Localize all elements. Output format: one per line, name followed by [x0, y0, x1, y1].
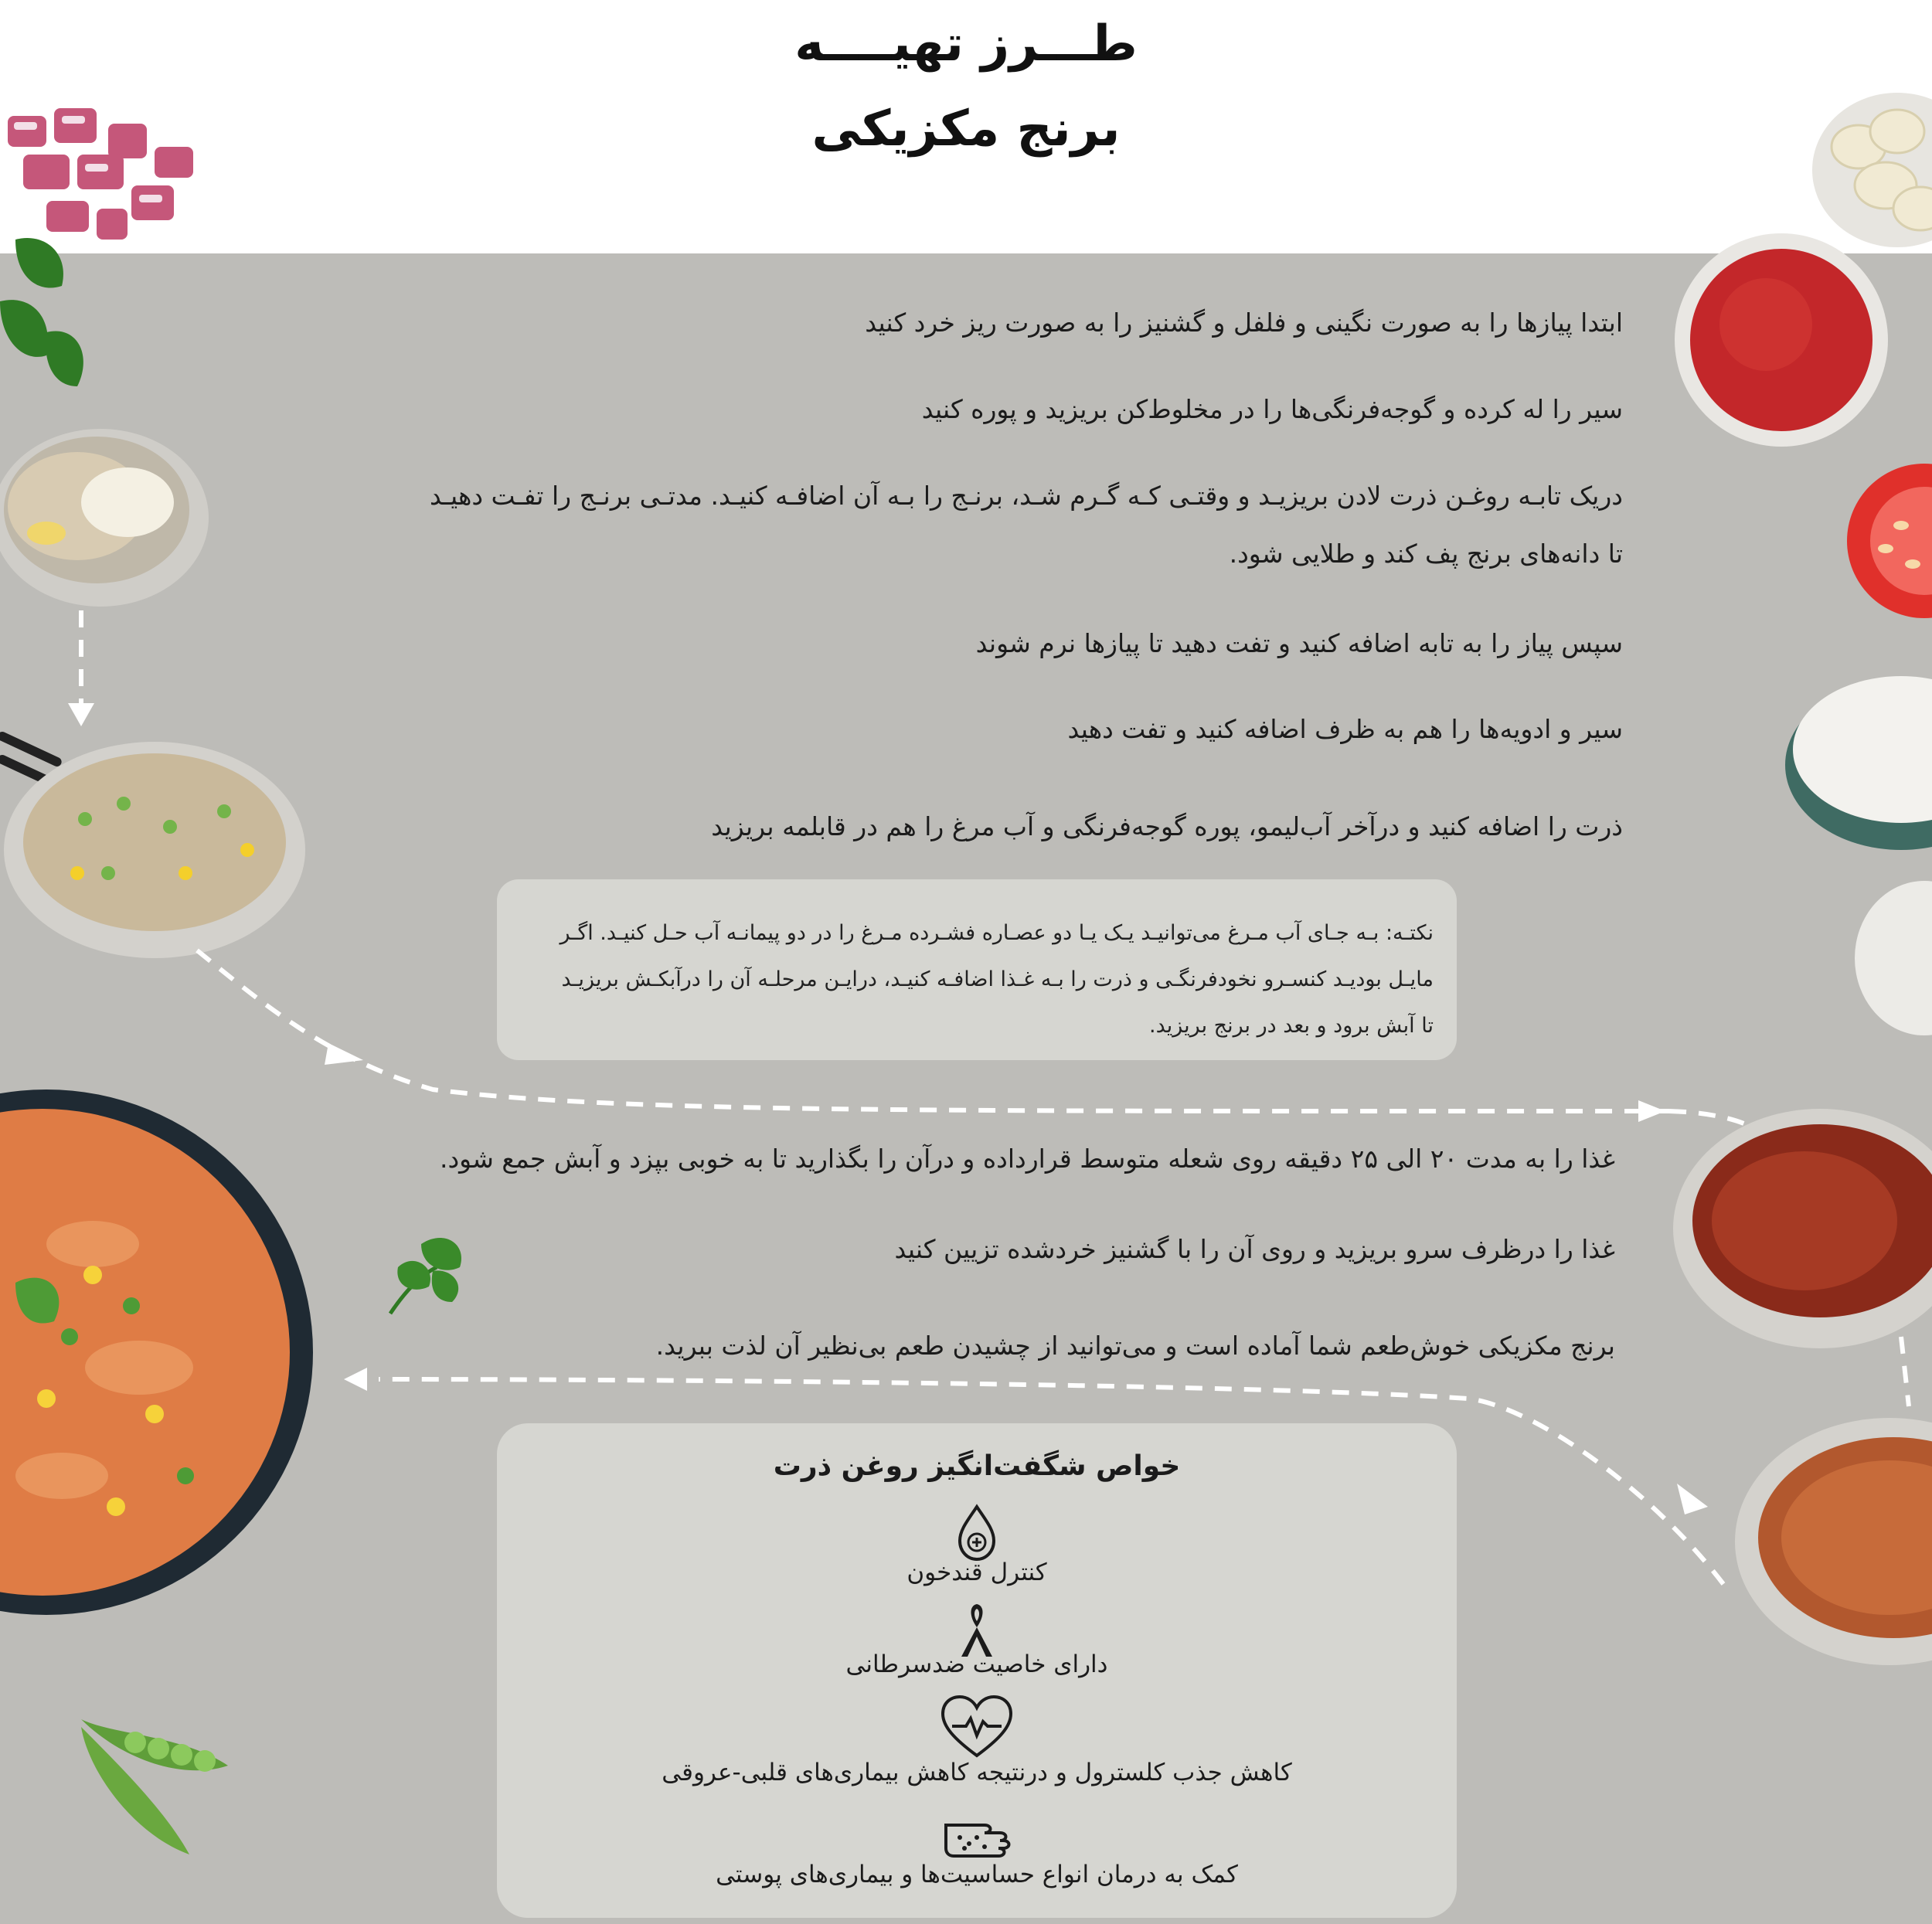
property-2-label: دارای خاصیت ضدسرطانی: [845, 1650, 1108, 1678]
tip-card: [497, 879, 1457, 1060]
step-2: سیر را له کرده و گوجه‌فرنگی‌ها را در مخلوط‌کن بریزید و پوره کنید: [921, 394, 1623, 424]
page-title-line1: طـــرز تهیــــه: [794, 15, 1138, 73]
step-6: ذرت را اضافه کنید و درآخر آب‌لیمو، پوره گوجه‌فرنگی و آب مرغ را هم در قابلمه بریزید: [711, 811, 1623, 841]
step-3-line1: دریک تابـه روغـن ذرت لادن بریزیـد و وقتـی کـه گـرم شـد، برنـج را بـه آن اضافـه کنیـد. مدتـی برنـج را تفـت دهیـد: [430, 481, 1623, 511]
tip-line-2: مایـل بودیـد کنسـرو نخودفرنگـی و ذرت را بـه غـذا اضافـه کنیـد، درایـن مرحلـه آن را درآبکـش بریزیـد: [561, 967, 1434, 991]
properties-title: خواص شگفت‌انگیز روغن ذرت: [773, 1450, 1181, 1482]
property-1-label: کنترل قندخون: [906, 1559, 1047, 1586]
skin-hand-icon: [938, 1810, 1015, 1864]
step-8: غذا را درظرف سرو بریزید و روی آن را با گشنیز خردشده تزیین کنید: [894, 1234, 1615, 1264]
page-title-line2: برنج مکزیکی: [811, 100, 1121, 158]
step-7: غذا را به مدت ۲۰ الی ۲۵ دقیقه روی شعله متوسط قرارداده و درآن را بگذارید تا به خوبی بپزد و آبش جمع شود.: [439, 1144, 1615, 1174]
step-5: سیر و ادویه‌ها را هم به ظرف اضافه کنید و تفت دهید: [1067, 714, 1623, 744]
tip-line-3: تا آبش برود و بعد در برنج بریزید.: [1149, 1014, 1434, 1038]
heart-pulse-icon: [938, 1692, 1015, 1762]
tip-line-1: نکتـه: بـه جـای آب مـرغ می‌توانیـد یـک یـا دو عصـاره فشـرده مـرغ را در دو پیمانـه آب حـل کنیـد. اگـر: [560, 921, 1434, 945]
property-3-label: کاهش جذب کلسترول و درنتیجه کاهش بیماری‌های قلبی-عروقی: [662, 1759, 1292, 1786]
corn-oil-properties-card: [497, 1423, 1457, 1918]
step-9: برنج مکزیکی خوش‌طعم شما آماده است و می‌توانید از چشیدن طعم بی‌نظیر آن لذت ببرید.: [655, 1331, 1615, 1361]
blood-drop-icon: [946, 1502, 1008, 1564]
step-3-line2: تا دانه‌های برنج پف کند و طلایی شود.: [1229, 539, 1623, 569]
step-4: سپس پیاز را به تابه اضافه کنید و تفت دهید تا پیازها نرم شوند: [975, 628, 1623, 658]
tip-text: [522, 910, 1434, 1049]
property-4-label: کمک به درمان انواع حساسیت‌ها و بیماری‌های پوستی: [716, 1861, 1238, 1888]
step-1: ابتدا پیازها را به صورت نگینی و فلفل و گشنیز را به صورت ریز خرد کنید: [865, 308, 1623, 338]
